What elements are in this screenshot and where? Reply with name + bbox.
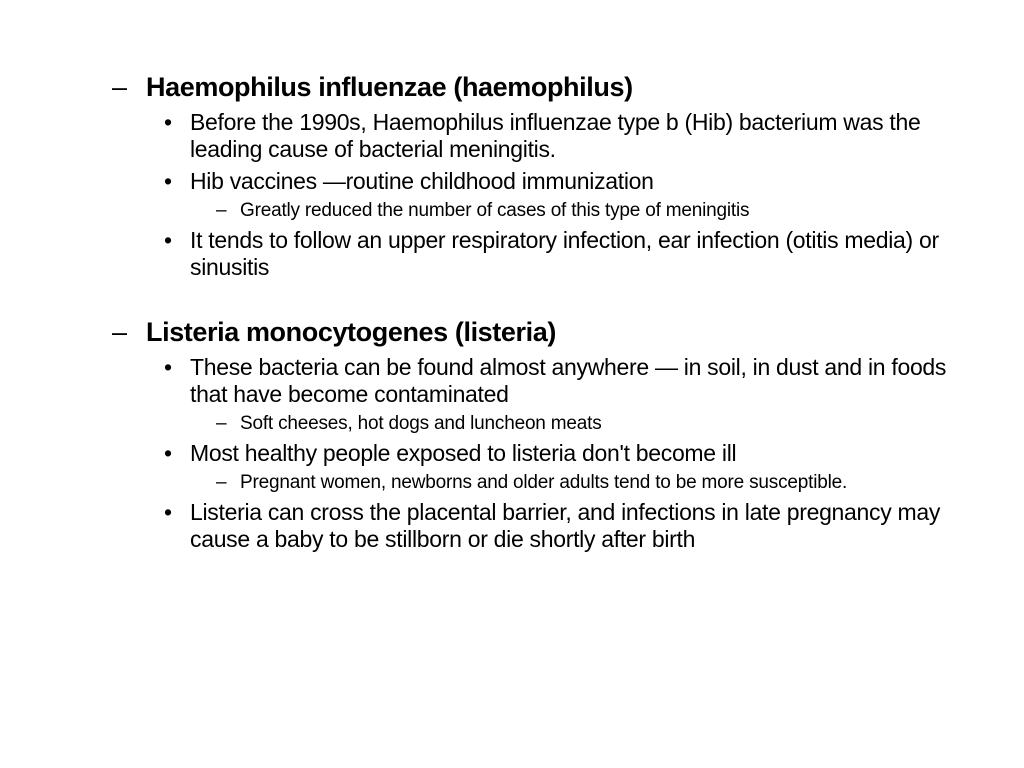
bullet-marker: • — [164, 227, 172, 253]
section-listeria — [112, 315, 962, 553]
dash-marker: – — [112, 317, 127, 347]
heading-text: Listeria monocytogenes (listeria) — [146, 317, 556, 347]
bullet-marker: • — [164, 354, 172, 380]
bullet-marker: • — [164, 440, 172, 466]
bullet-text: These bacteria can be found almost anywhere — in soil, in dust and in foods that have become contaminated — [190, 354, 947, 407]
bullet-item — [160, 440, 962, 467]
section-haemophilus — [112, 70, 962, 281]
bullet-item — [160, 499, 962, 553]
slide-content — [112, 70, 962, 553]
bullet-text: Listeria can cross the placental barrier, and infections in late pregnancy may cause a baby to be stillborn or die shortly after birth — [190, 499, 941, 552]
bullet-item — [160, 227, 962, 281]
sub-bullet-item — [216, 199, 962, 222]
bullet-text: It tends to follow an upper respiratory infection, ear infection (otitis media) or sinusitis — [190, 227, 939, 280]
sub-bullet-text: Pregnant women, newborns and older adults tend to be more susceptible. — [240, 472, 848, 493]
sub-bullet-text: Soft cheeses, hot dogs and luncheon meats — [240, 413, 602, 434]
bullet-marker: • — [164, 499, 172, 525]
bullet-text: Before the 1990s, Haemophilus influenzae type b (Hib) bacterium was the leading cause of bacterial meningitis. — [190, 109, 921, 162]
dash-marker: – — [112, 72, 127, 102]
section-heading — [112, 315, 962, 349]
bullet-item — [160, 168, 962, 195]
sub-dash-marker: – — [216, 472, 227, 493]
bullet-marker: • — [164, 109, 172, 135]
bullet-item — [160, 109, 962, 163]
bullet-marker: • — [164, 168, 172, 194]
sub-bullet-item — [216, 412, 962, 435]
heading-text: Haemophilus influenzae (haemophilus) — [146, 72, 633, 102]
bullet-text: Hib vaccines —routine childhood immunization — [190, 168, 654, 194]
sub-bullet-item — [216, 471, 962, 494]
sub-bullet-text: Greatly reduced the number of cases of this type of meningitis — [240, 200, 750, 221]
sub-dash-marker: – — [216, 413, 227, 434]
sub-dash-marker: – — [216, 200, 227, 221]
bullet-text: Most healthy people exposed to listeria don't become ill — [190, 440, 737, 466]
bullet-item — [160, 354, 962, 408]
section-heading — [112, 70, 962, 104]
